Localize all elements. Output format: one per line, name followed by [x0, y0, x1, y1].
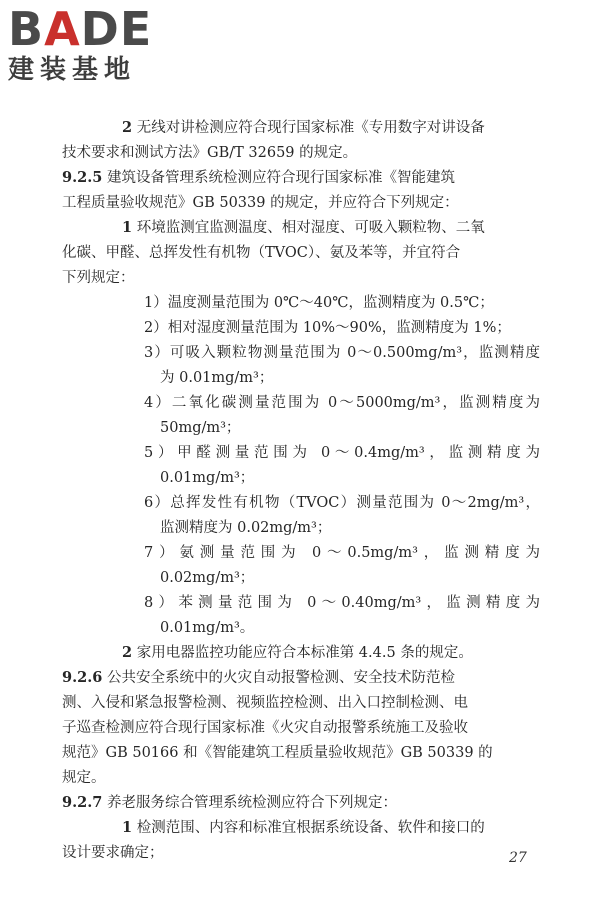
text-line — [62, 668, 455, 688]
line-text: 1）温度测量范围为 0℃～40℃，监测精度为 0.5℃； — [144, 295, 494, 311]
line-text: 下列规定： — [62, 270, 135, 286]
text-line — [62, 768, 106, 788]
logo-brand — [8, 4, 188, 54]
bade-logo — [8, 4, 188, 92]
line-text: 工程质量验收规范》GB 50339 的规定，并应符合下列规定： — [62, 195, 459, 211]
line-text: 养老服务综合管理系统检测应符合下列规定： — [102, 795, 397, 811]
text-line — [62, 793, 397, 813]
text-line — [144, 443, 540, 463]
clause-number: 2 — [122, 644, 133, 661]
logo-brand-b: B — [8, 2, 45, 56]
line-text: 50mg/m³； — [160, 420, 241, 436]
text-line — [144, 393, 540, 413]
line-text: 8）苯测量范围为 0～0.40mg/m³，监测精度为 — [144, 595, 540, 611]
line-text: 6）总挥发性有机物（TVOC）测量范围为 0～2mg/m³， — [144, 495, 540, 511]
clause-number: 2 — [122, 119, 133, 136]
text-line — [144, 293, 494, 313]
text-line — [144, 493, 540, 513]
text-line — [62, 843, 164, 863]
text-line — [122, 218, 485, 238]
logo-brand-a: A — [44, 2, 81, 56]
clause-number: 1 — [122, 219, 133, 236]
text-line — [160, 618, 254, 638]
line-text: 测、入侵和紧急报警检测、视频监控检测、出入口控制检测、电 — [62, 695, 468, 711]
logo-subtitle: 建装基地 — [8, 55, 137, 85]
text-line — [144, 343, 540, 363]
clause-number: 1 — [122, 819, 133, 836]
line-text: 5）甲醛测量范围为 0～0.4mg/m³，监测精度为 — [144, 445, 540, 461]
line-text: 0.02mg/m³； — [160, 570, 255, 586]
line-text: 家用电器监控功能应符合本标准第 4.4.5 条的规定。 — [132, 645, 473, 661]
line-text: 0.01mg/m³。 — [160, 620, 255, 636]
line-text: 技术要求和测试方法》GB/T 32659 的规定。 — [62, 145, 358, 161]
line-text: 为 0.01mg/m³； — [160, 370, 274, 386]
clause-number: 9.2.7 — [62, 794, 103, 811]
text-line — [62, 693, 468, 713]
logo-brand-de: DE — [80, 2, 153, 56]
clause-number: 9.2.5 — [62, 169, 103, 186]
text-line — [62, 718, 468, 738]
line-text: 0.01mg/m³； — [160, 470, 255, 486]
text-line — [122, 118, 485, 138]
text-line — [62, 243, 460, 263]
line-text: 无线对讲检测应符合现行国家标准《专用数字对讲设备 — [132, 120, 485, 136]
text-line — [160, 518, 331, 538]
text-line — [62, 743, 493, 763]
text-line — [122, 643, 473, 663]
text-line — [160, 368, 273, 388]
line-text: 3）可吸入颗粒物测量范围为 0～0.500mg/m³，监测精度 — [144, 345, 540, 361]
text-line — [62, 268, 135, 288]
line-text: 规范》GB 50166 和《智能建筑工程质量验收规范》GB 50339 的 — [62, 745, 493, 761]
line-text: 4）二氧化碳测量范围为 0～5000mg/m³，监测精度为 — [144, 395, 540, 411]
line-text: 检测范围、内容和标准宜根据系统设备、软件和接口的 — [132, 820, 485, 836]
line-text: 设计要求确定； — [62, 845, 164, 861]
line-text: 化碳、甲醛、总挥发性有机物（TVOC）、氨及苯等，并宜符合 — [62, 245, 461, 261]
text-line — [144, 318, 511, 338]
text-line — [144, 543, 540, 563]
line-text: 监测精度为 0.02mg/m³； — [160, 520, 332, 536]
text-line — [62, 168, 455, 188]
clause-number: 9.2.6 — [62, 669, 103, 686]
page-number: 27 — [509, 850, 527, 866]
line-text: 2）相对湿度测量范围为 10%～90%，监测精度为 1%； — [144, 320, 511, 336]
text-line — [160, 418, 240, 438]
text-line — [144, 593, 540, 613]
line-text: 7）氨测量范围为 0～0.5mg/m³，监测精度为 — [144, 545, 540, 561]
line-text: 公共安全系统中的火灾自动报警检测、安全技术防范检 — [102, 670, 455, 686]
text-line — [62, 143, 357, 163]
text-line — [62, 193, 459, 213]
line-text: 建筑设备管理系统检测应符合现行国家标准《智能建筑 — [102, 170, 455, 186]
text-line — [160, 468, 254, 488]
line-text: 子巡查检测应符合现行国家标准《火灾自动报警系统施工及验收 — [62, 720, 468, 736]
line-text: 规定。 — [62, 770, 106, 786]
text-line — [122, 818, 485, 838]
line-text: 环境监测宜监测温度、相对湿度、可吸入颗粒物、二氧 — [132, 220, 485, 236]
text-line — [160, 568, 254, 588]
